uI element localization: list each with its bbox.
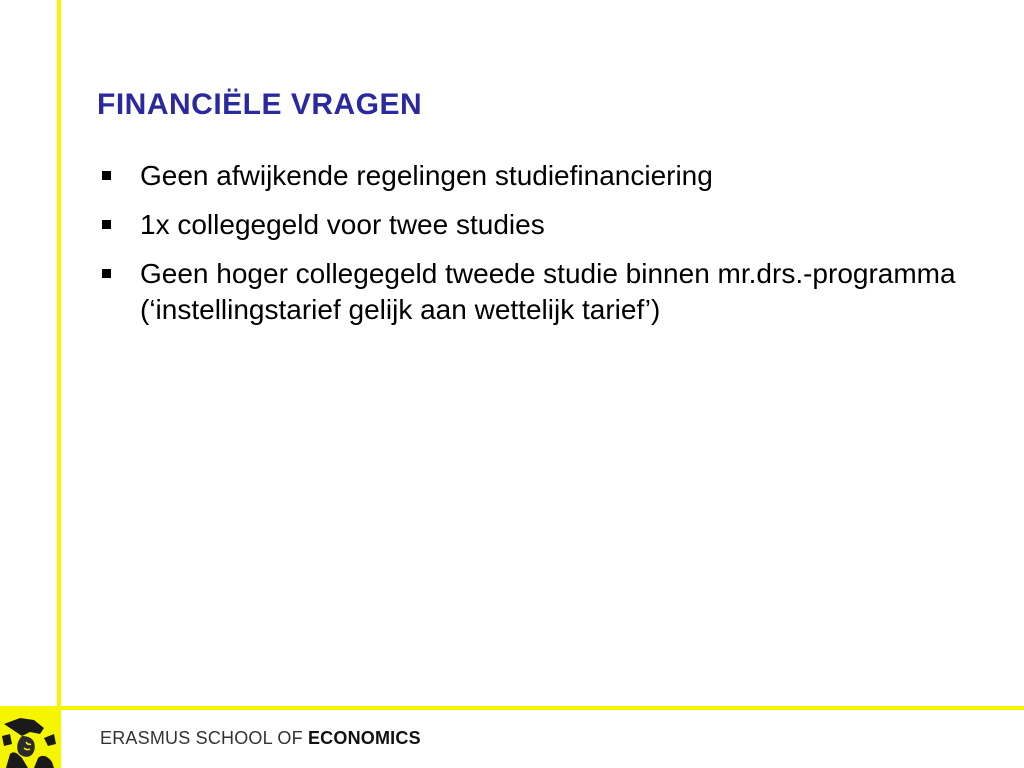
square-bullet-icon (102, 171, 111, 180)
square-bullet-icon (102, 220, 111, 229)
square-bullet-icon (102, 269, 111, 278)
list-item (100, 158, 980, 194)
left-accent-line (57, 0, 61, 768)
footer-school-name (100, 728, 421, 749)
bullet-list (100, 158, 980, 341)
list-item (100, 256, 980, 328)
footer-prefix: ERASMUS SCHOOL OF (100, 728, 308, 748)
erasmus-portrait-icon (0, 710, 57, 768)
slide-title: FINANCIËLE VRAGEN (97, 88, 423, 121)
bullet-text: 1x collegegeld voor twee studies (140, 209, 545, 240)
footer-emphasis: ECONOMICS (307, 728, 421, 748)
list-item (100, 207, 980, 243)
bottom-accent-line (0, 706, 1024, 710)
bullet-text: Geen afwijkende regelingen studiefinanciering (140, 160, 713, 191)
bullet-text: Geen hoger collegegeld tweede studie binnen mr.drs.-programma (‘instellingstarief gelijk aan wettelijk tarief’) (140, 258, 956, 325)
